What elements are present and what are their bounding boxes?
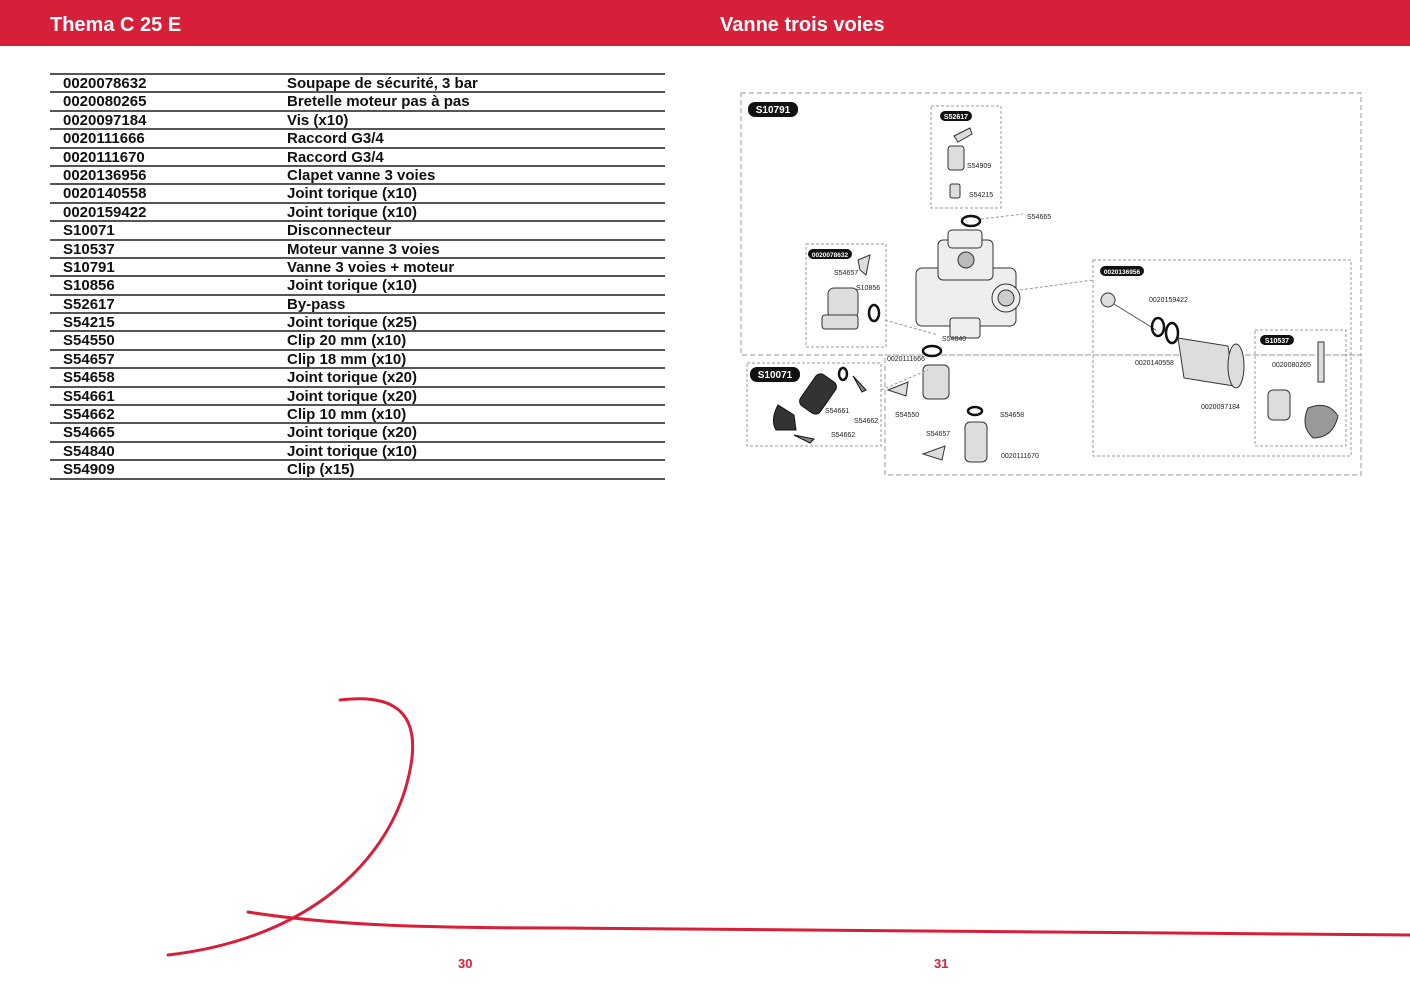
part-code: S54662 bbox=[63, 406, 115, 424]
part-description: Joint torique (x10) bbox=[287, 277, 418, 295]
part-description: Joint torique (x25) bbox=[287, 314, 418, 332]
svg-text:S52617: S52617 bbox=[943, 114, 969, 121]
part-code: 0020111670 bbox=[63, 148, 145, 166]
part-code: S52617 bbox=[63, 295, 115, 313]
label-s54550: S54550 bbox=[895, 412, 920, 419]
part-code: S54550 bbox=[63, 332, 115, 350]
part-code: S54215 bbox=[63, 314, 115, 332]
part-description: Soupape de sécurité, 3 bar bbox=[287, 75, 478, 92]
label-0020080265: 0020080265 bbox=[1272, 362, 1311, 369]
part-code: S54657 bbox=[63, 350, 115, 368]
part-description: Clip 20 mm (x10) bbox=[287, 332, 407, 350]
part-description: Disconnecteur bbox=[287, 222, 392, 240]
svg-text:0020078632: 0020078632 bbox=[811, 252, 849, 259]
page-number-left: 30 bbox=[458, 956, 473, 971]
part-code: S10791 bbox=[63, 258, 115, 276]
part-code: 0020136956 bbox=[63, 166, 147, 184]
label-0020111670: 0020111670 bbox=[1001, 453, 1039, 460]
label-s54657-b: S54657 bbox=[926, 431, 951, 438]
label-0020111666: 0020111666 bbox=[887, 356, 925, 363]
part-description: Joint torique (x20) bbox=[287, 387, 418, 405]
part-description: Raccord G3/4 bbox=[287, 130, 384, 148]
part-code: S10071 bbox=[63, 222, 115, 240]
label-s54658: S54658 bbox=[1000, 412, 1025, 419]
section-title: Vanne trois voies bbox=[720, 14, 885, 36]
part-description: Raccord G3/4 bbox=[287, 148, 384, 166]
label-s54661: S54661 bbox=[825, 408, 850, 415]
label-s54657-a: S54657 bbox=[834, 270, 859, 277]
part-code: 0020080265 bbox=[63, 93, 147, 111]
label-s10856: S10856 bbox=[856, 285, 881, 292]
part-description: Vis (x10) bbox=[287, 111, 349, 129]
part-code: 0020097184 bbox=[63, 111, 147, 129]
part-description: By-pass bbox=[287, 295, 346, 313]
part-description: Joint torique (x10) bbox=[287, 203, 418, 221]
part-code: 0020159422 bbox=[63, 203, 147, 221]
label-0020097184: 0020097184 bbox=[1201, 404, 1240, 411]
label-s54909: S54909 bbox=[967, 163, 992, 170]
label-0020159422: 0020159422 bbox=[1149, 297, 1188, 304]
part-code: S54840 bbox=[63, 442, 115, 460]
part-description: Bretelle moteur pas à pas bbox=[287, 93, 470, 111]
part-code: 0020078632 bbox=[63, 75, 147, 92]
label-s54840: S54840 bbox=[942, 336, 967, 343]
part-description: Clapet vanne 3 voies bbox=[287, 166, 436, 184]
part-description: Vanne 3 voies + moteur bbox=[287, 258, 455, 276]
part-code: 0020111666 bbox=[63, 130, 145, 148]
part-description: Moteur vanne 3 voies bbox=[287, 240, 440, 258]
part-description: Joint torique (x20) bbox=[287, 424, 418, 442]
svg-text:S10537: S10537 bbox=[1264, 338, 1290, 345]
part-description: Joint torique (x10) bbox=[287, 442, 418, 460]
svg-text:S10791: S10791 bbox=[755, 105, 791, 116]
part-description: Joint torique (x10) bbox=[287, 185, 418, 203]
part-description: Clip 10 mm (x10) bbox=[287, 406, 407, 424]
label-0020140558: 0020140558 bbox=[1135, 360, 1174, 367]
part-description: Joint torique (x20) bbox=[287, 369, 418, 387]
part-description: Clip 18 mm (x10) bbox=[287, 350, 407, 368]
model-title: Thema C 25 E bbox=[50, 14, 182, 36]
part-code: S54658 bbox=[63, 369, 115, 387]
part-code: 0020140558 bbox=[63, 185, 147, 203]
label-s54215: S54215 bbox=[969, 192, 994, 199]
part-code: S10537 bbox=[63, 240, 115, 258]
part-code: S10856 bbox=[63, 277, 115, 295]
part-code: S54909 bbox=[63, 461, 115, 479]
part-code: S54661 bbox=[63, 387, 115, 405]
label-s54662-a: S54662 bbox=[854, 418, 879, 425]
label-s54665: S54665 bbox=[1027, 214, 1052, 221]
label-s54662-b: S54662 bbox=[831, 432, 856, 439]
page-number-right: 31 bbox=[934, 956, 949, 971]
svg-text:S10071: S10071 bbox=[757, 370, 793, 381]
part-description: Clip (x15) bbox=[287, 461, 355, 479]
svg-text:0020136956: 0020136956 bbox=[1103, 269, 1141, 276]
part-code: S54665 bbox=[63, 424, 115, 442]
